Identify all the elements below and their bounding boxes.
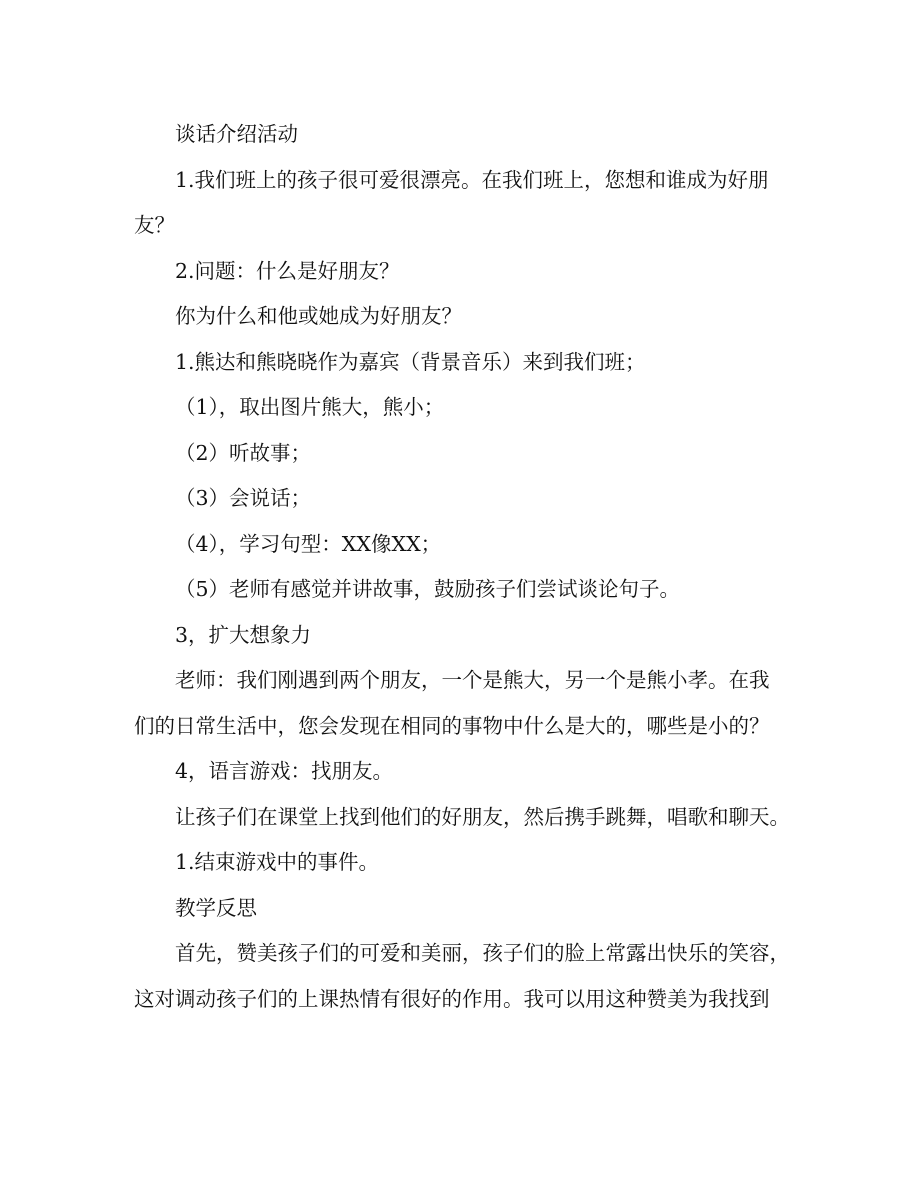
paragraph-line: 老师：我们刚遇到两个朋友，一个是熊大，另一个是熊小孝。在我 <box>175 668 770 692</box>
paragraph-line: 这对调动孩子们的上课热情有很好的作用。我可以用这种赞美为我找到 <box>134 986 770 1011</box>
paragraph-line: 1.熊达和熊晓晓作为嘉宾（背景音乐）来到我们班； <box>175 349 646 374</box>
section-heading-imagination <box>134 613 794 659</box>
paragraph-1 <box>134 158 794 204</box>
list-item-2 <box>134 431 794 477</box>
paragraph-teacher-continued <box>134 704 794 750</box>
paragraph-line: （1），取出图片熊大，熊小； <box>175 395 445 419</box>
paragraph-line: 4，语言游戏：找朋友。 <box>175 759 394 783</box>
paragraph-line: 3，扩大想象力 <box>175 622 312 647</box>
paragraph-line: （5）老师有感觉并讲故事，鼓励孩子们尝试谈论句子。 <box>175 577 681 601</box>
paragraph-line: 1.我们班上的孩子很可爱很漂亮。在我们班上，您想和谁成为好朋 <box>175 167 769 192</box>
paragraph-line: （2）听故事； <box>175 440 312 465</box>
paragraph-end-game <box>134 840 794 886</box>
section-heading-language-game <box>134 749 794 795</box>
paragraph-1-continued <box>134 203 794 249</box>
paragraph-line: （3）会说话； <box>175 486 312 510</box>
list-item-3 <box>134 476 794 522</box>
paragraph-line: 你为什么和他或她成为好朋友？ <box>175 304 462 328</box>
paragraph-teacher <box>134 658 794 704</box>
list-item-5 <box>134 567 794 613</box>
paragraph-reflection <box>134 931 794 977</box>
paragraph-2 <box>134 249 794 295</box>
paragraph-reflection-continued <box>134 977 794 1023</box>
paragraph-line: 让孩子们在课堂上找到他们的好朋友，然后携手跳舞，唱歌和聊天。 <box>175 804 790 829</box>
list-item-4 <box>134 522 794 568</box>
document-body <box>134 112 794 1022</box>
section-heading-conversation <box>134 112 794 158</box>
paragraph-line: 1.结束游戏中的事件。 <box>175 850 380 874</box>
paragraph-4 <box>134 340 794 386</box>
section-heading-reflection <box>134 886 794 932</box>
paragraph-line: 们的日常生活中，您会发现在相同的事物中什么是大的，哪些是小的？ <box>134 713 770 738</box>
paragraph-game <box>134 795 794 841</box>
paragraph-line: （4），学习句型：XX像XX； <box>175 531 442 556</box>
paragraph-line: 谈话介绍活动 <box>175 122 298 146</box>
paragraph-line: 2.问题：什么是好朋友？ <box>175 258 400 283</box>
paragraph-3 <box>134 294 794 340</box>
paragraph-line: 教学反思 <box>175 895 257 920</box>
paragraph-line: 首先，赞美孩子们的可爱和美丽，孩子们的脸上常露出快乐的笑容， <box>175 941 790 965</box>
paragraph-line: 友？ <box>134 213 175 237</box>
list-item-1 <box>134 385 794 431</box>
